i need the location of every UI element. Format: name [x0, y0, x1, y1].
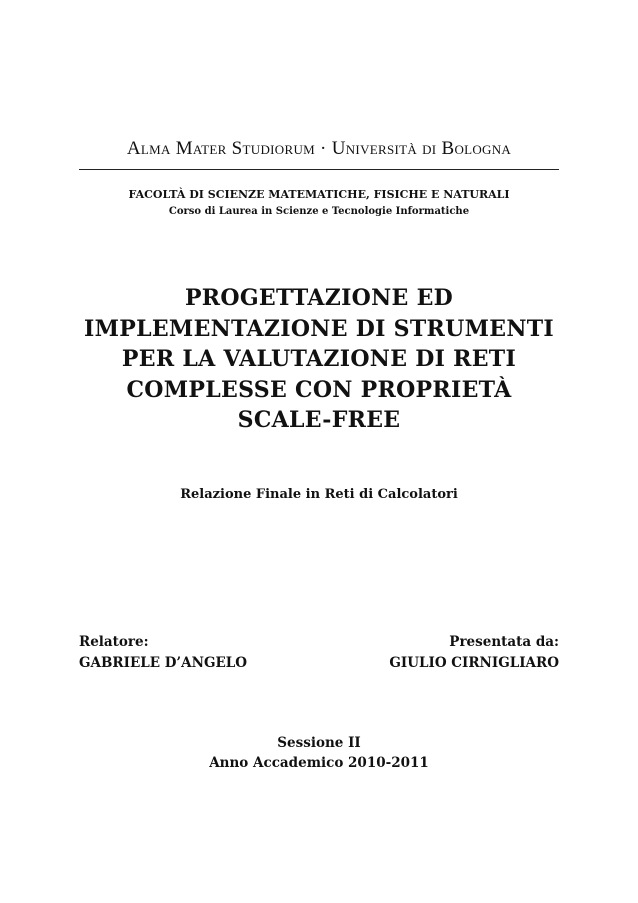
supervisor-name: GABRIELE D’ANGELO — [79, 655, 248, 671]
thesis-title-line: IMPLEMENTAZIONE DI STRUMENTI — [84, 315, 554, 342]
thesis-title-line: COMPLESSE CON PROPRIETÀ — [126, 376, 512, 403]
thesis-subtitle: Relazione Finale in Reti di Calcolatori — [180, 487, 458, 502]
university-name: Alma Mater Studiorum · Università di Bologna — [126, 138, 512, 159]
header-divider — [79, 169, 559, 170]
thesis-title-line: SCALE-FREE — [237, 407, 401, 433]
supervisor-block — [79, 632, 247, 674]
academic-year: Anno Accademico 2010-2011 — [209, 755, 429, 771]
thesis-title-line: PER LA VALUTAZIONE DI RETI — [121, 346, 517, 372]
session-label: Sessione II — [277, 735, 361, 751]
session-block — [0, 733, 638, 773]
faculty-name: FACOLTÀ DI SCIENZE MATEMATICHE, FISICHE E NATURALI — [128, 188, 510, 201]
candidate-name: GIULIO CIRNIGLIARO — [389, 655, 559, 671]
course-name: Corso di Laurea in Scienze e Tecnologie Informatiche — [168, 206, 470, 217]
supervisor-label: Relatore: — [79, 634, 149, 650]
thesis-title-line: PROGETTAZIONE ED — [184, 285, 454, 311]
candidate-label: Presentata da: — [449, 634, 559, 650]
candidate-block — [389, 632, 559, 674]
thesis-title — [60, 283, 578, 436]
